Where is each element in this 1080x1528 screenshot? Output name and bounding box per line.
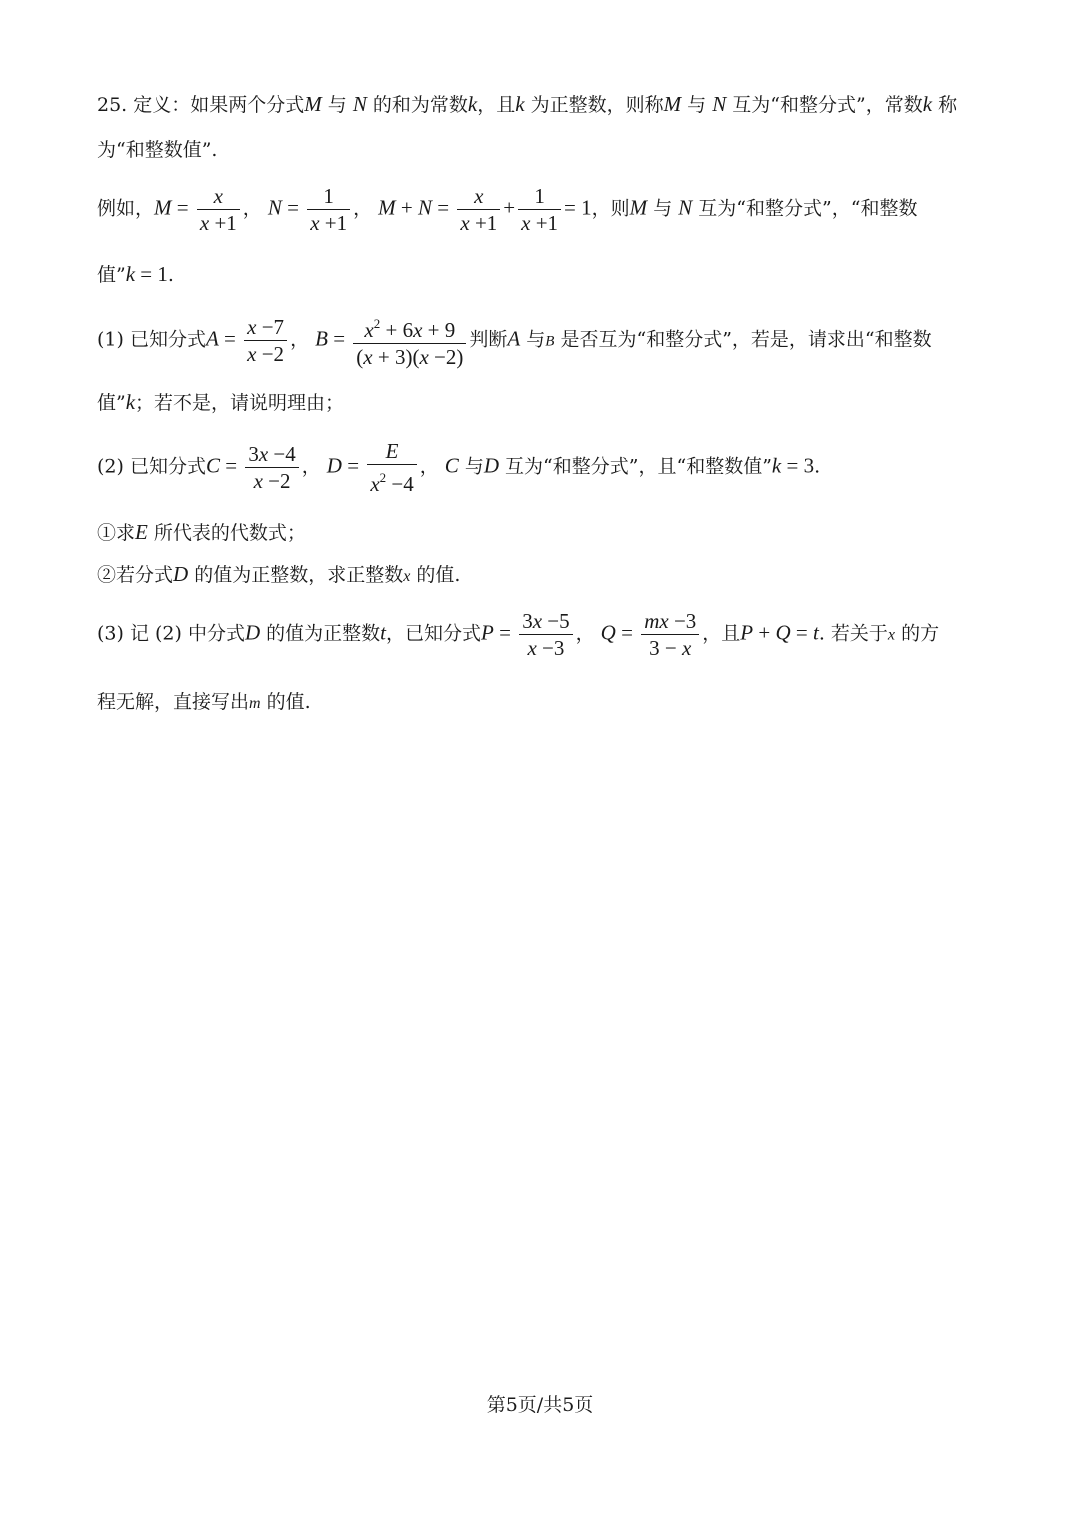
fraction-c: $\frac{3x -4}{x -2}$ — [245, 441, 298, 494]
fraction-q: $\frac{mx -3}{3 - x}$ — [641, 608, 699, 661]
part-1-line: (1) 已知分式A = $\frac{x -7}{x -2}$ ， B = $\frac{x^2 + 6x + 9}{(x + 3)(x -2)}$ 判断A 与B 是否互为“和整分式”，若是，请求出“和整数 — [97, 311, 932, 370]
part-2-item-2: ②若分式D 的值为正整数，求正整数x 的值. — [97, 562, 461, 586]
fraction-m: $\frac{x}{x +1}$ — [197, 183, 240, 236]
part-2-line: (2) 已知分式C = $\frac{3x -4}{x -2}$ ， D = $\frac{E}{x^2 -4}$ ， C 与D 互为“和整分式”，且“和整数值”k = 3. — [97, 439, 821, 496]
fraction-b: $\frac{x^2 + 6x + 9}{(x + 3)(x -2)}$ — [353, 311, 466, 370]
part-2-item-1: ①求E 所代表的代数式； — [97, 520, 306, 544]
part-3-line: (3) 记 (2) 中分式D 的值为正整数t，已知分式P = $\frac{3x -5}{x -3}$ ， Q = $\frac{mx -3}{3 - x}$ ，且P + Q = t. 若关于x 的方 — [97, 609, 940, 660]
part-1-line-cont: 值”k；若不是，请说明理由； — [97, 390, 345, 414]
fraction-d: $\frac{E}{x^2 -4}$ — [367, 438, 416, 497]
problem-line-1: 25. 定义：如果两个分式M 与 N 的和为常数k，且k 为正整数，则称M 与 N 互为“和整分式”，常数k 称 — [97, 92, 958, 116]
example-line-cont: 值”k = 1. — [97, 262, 174, 286]
problem-line-2: 为“和整数值”. — [97, 139, 218, 161]
example-line: 例如，M = $\frac{x}{x +1}$ ， N = $\frac{1}{x +1}$ ， M + N = $\frac{x}{x +1}$ + $\frac{1}{x +1}$ = 1，则M 与 N 互为“和整分式”，“和整数 — [97, 184, 918, 235]
fraction-p: $\frac{3x -5}{x -3}$ — [519, 608, 572, 661]
fraction-a: $\frac{x -7}{x -2}$ — [244, 314, 287, 367]
part-3-line-cont: 程无解，直接写出m 的值. — [97, 691, 311, 713]
fraction-n: $\frac{1}{x +1}$ — [307, 183, 350, 236]
page-footer: 第5页/共5页 — [486, 1394, 594, 1416]
